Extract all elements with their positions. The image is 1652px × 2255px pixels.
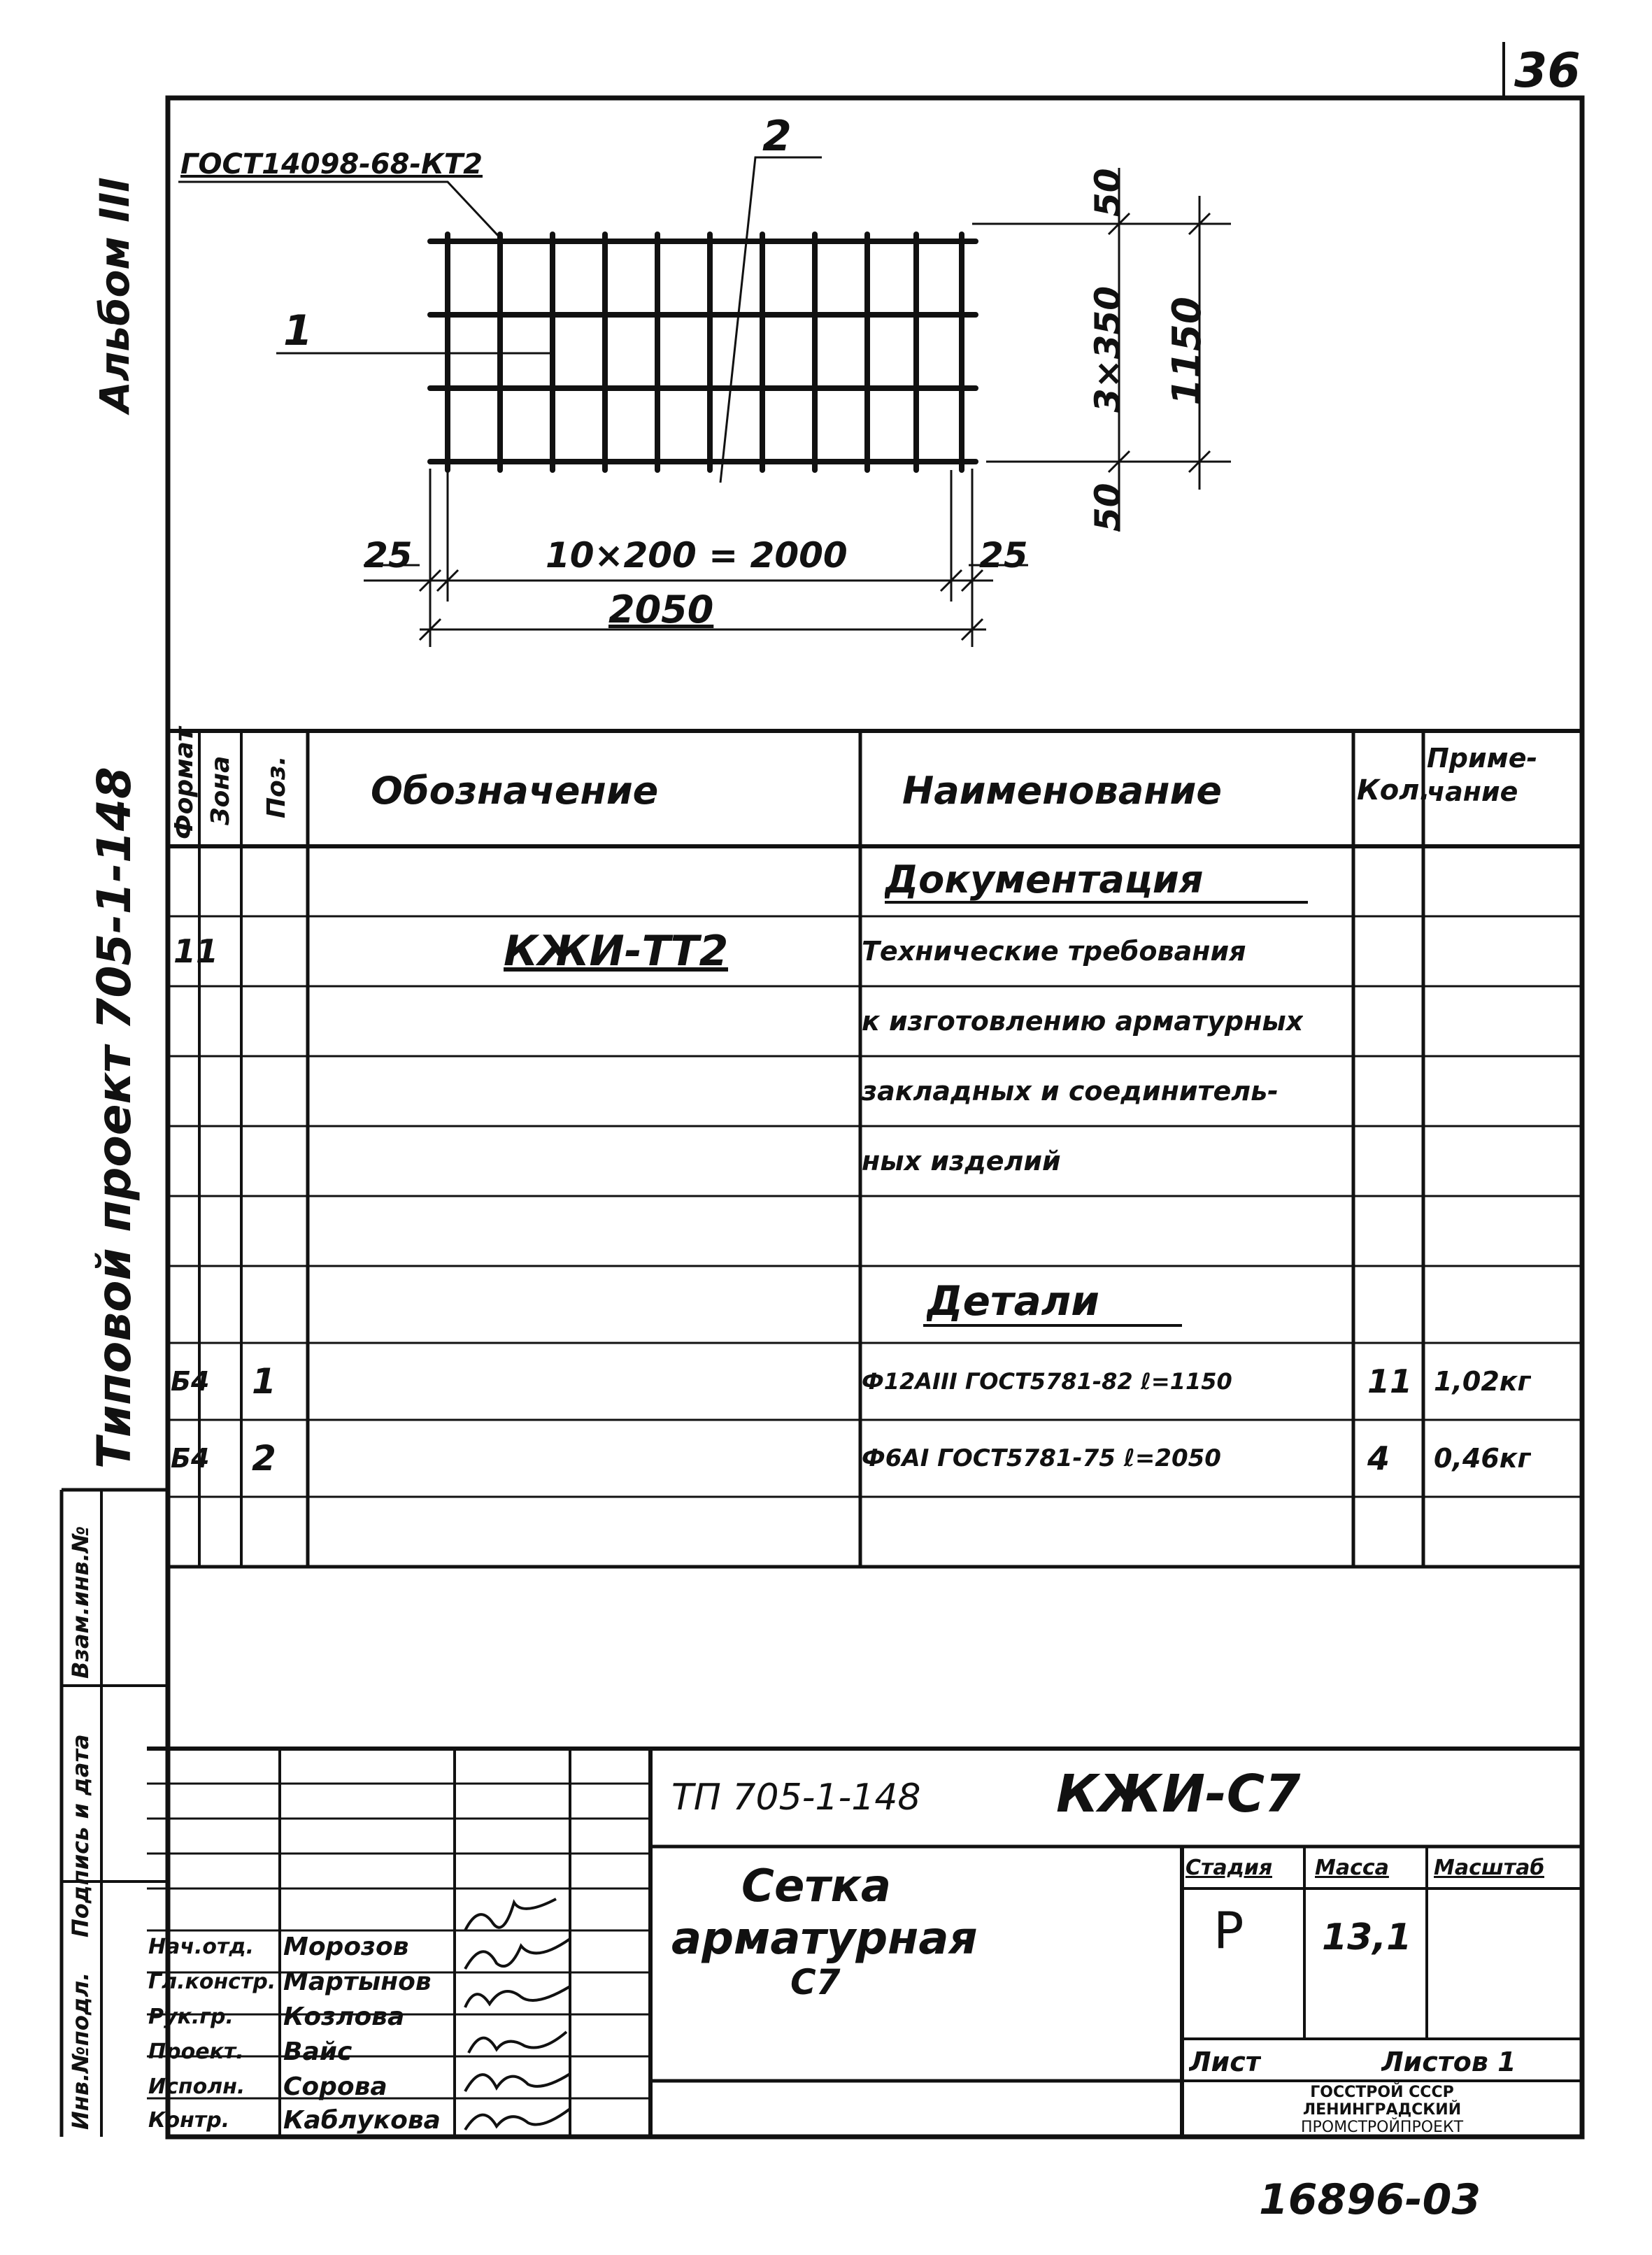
detail-row-2-format: Б4 <box>171 1443 210 1474</box>
name-3: Козлова <box>283 2002 405 2031</box>
role-4: Проект. <box>148 2039 244 2064</box>
stamp-inv-podl: Инв.№подл. <box>67 1972 94 2130</box>
role-3: Рук.гр. <box>148 2004 234 2029</box>
stamp-vzam-inv: Взам.инв.№ <box>67 1525 94 1679</box>
name-2: Мартынов <box>283 1967 432 1996</box>
header-qty: Кол. <box>1357 774 1430 806</box>
dim-right-margin: 25 <box>979 535 1028 576</box>
title-line-3: С7 <box>790 1962 841 2003</box>
dim-left-margin: 25 <box>364 535 413 576</box>
header-zone: Зона <box>206 755 235 825</box>
doc-row-format: 11 <box>173 932 219 970</box>
dim-total-width: 2050 <box>608 588 714 632</box>
role-1: Нач.отд. <box>148 1934 254 1959</box>
doc-row-name-line4: ных изделий <box>862 1146 1061 1176</box>
title-line-1: Сетка <box>741 1861 892 1912</box>
section-documentation: Документация <box>885 857 1204 902</box>
dim-spacing-horizontal: 10×200 = 2000 <box>546 535 848 576</box>
org-line-3: ПРОМСТРОЙПРОЕКТ <box>1300 2119 1464 2136</box>
pos2-label: 2 <box>762 112 792 161</box>
album-label: Альбом III <box>91 177 138 413</box>
mass-value: 13,1 <box>1322 1916 1412 1958</box>
detail-row-1-note: 1,02кг <box>1434 1366 1532 1397</box>
detail-row-1-qty: 11 <box>1367 1363 1413 1400</box>
dim-top-margin: 50 <box>1088 168 1128 217</box>
detail-row-1-pos: 1 <box>252 1361 276 1402</box>
doc-row-designation: КЖИ-ТТ2 <box>504 927 729 976</box>
org-line-2: ЛЕНИНГРАДСКИЙ <box>1302 2101 1462 2119</box>
stage-value: Р <box>1213 1901 1244 1960</box>
name-5: Сорова <box>283 2072 387 2101</box>
stamp-podpis-data: Подпись и дата <box>67 1734 94 1937</box>
dim-spacing-vertical: 3×350 <box>1088 285 1128 413</box>
project-side-label: Типовой проект 705-1-148 <box>87 767 141 1469</box>
page-number: 36 <box>1514 43 1581 99</box>
name-6: Каблукова <box>283 2105 441 2135</box>
header-format: Формат <box>170 727 199 839</box>
name-4: Вайс <box>283 2037 353 2066</box>
name-1: Морозов <box>283 1932 409 1961</box>
header-designation: Обозначение <box>371 768 659 813</box>
gost-note: ГОСТ14098-68-КТ2 <box>180 148 483 180</box>
archive-number: 16896-03 <box>1259 2175 1481 2224</box>
doc-mark: КЖИ-С7 <box>1056 1764 1301 1824</box>
header-note: Приме- чание <box>1427 743 1538 807</box>
doc-row-name-line3: закладных и соединитель- <box>862 1076 1279 1107</box>
header-pos: Поз. <box>262 755 291 818</box>
org-line-1: ГОССТРОЙ СССР <box>1310 2084 1454 2101</box>
mass-header: Масса <box>1315 1855 1389 1880</box>
doc-row-name-line1: Технические требования <box>862 936 1246 967</box>
sheets-label: Листов 1 <box>1381 2046 1516 2077</box>
doc-code: ТП 705-1-148 <box>671 1777 921 1819</box>
stage-header: Стадия <box>1185 1855 1273 1880</box>
detail-row-2-qty: 4 <box>1367 1439 1390 1477</box>
title-line-2: арматурная <box>671 1913 978 1965</box>
role-5: Исполн. <box>148 2074 245 2099</box>
pos1-label: 1 <box>283 306 313 355</box>
detail-row-1-name: Ф12АIII ГОСТ5781-82 ℓ=1150 <box>862 1368 1232 1395</box>
detail-row-2-pos: 2 <box>252 1438 276 1479</box>
header-name: Наименование <box>902 768 1223 813</box>
role-6: Контр. <box>148 2107 230 2133</box>
detail-row-2-note: 0,46кг <box>1434 1443 1532 1474</box>
dim-bottom-margin: 50 <box>1088 483 1128 532</box>
sheet-label: Лист <box>1189 2046 1261 2077</box>
detail-row-1-format: Б4 <box>171 1366 210 1397</box>
detail-row-2-name: Ф6АI ГОСТ5781-75 ℓ=2050 <box>862 1444 1221 1472</box>
section-details: Детали <box>927 1277 1099 1325</box>
dim-total-height: 1150 <box>1165 297 1210 406</box>
role-2: Гл.констр. <box>148 1969 276 1994</box>
doc-row-name-line2: к изготовлению арматурных <box>862 1006 1304 1037</box>
scale-header: Масштаб <box>1434 1855 1545 1880</box>
